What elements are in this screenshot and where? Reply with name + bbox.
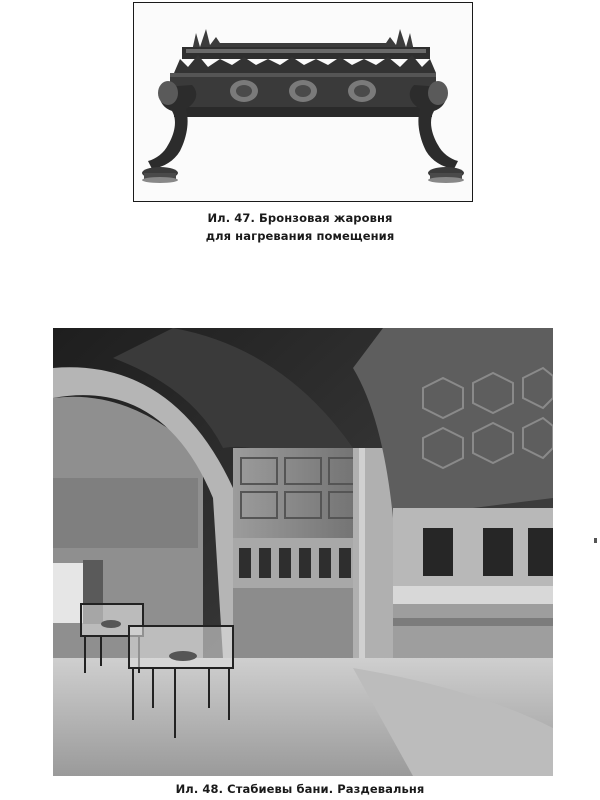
- figure-47-caption: [0, 209, 600, 245]
- figure-47-caption-line-1: Ил. 47. Бронзовая жаровня: [207, 211, 393, 225]
- margin-mark: [594, 538, 597, 543]
- figure-47-caption-line-2: для нагревания помещения: [205, 229, 395, 243]
- brazier-photo: [133, 2, 473, 202]
- stabian-baths-photo: [53, 328, 553, 776]
- figure-48-caption: Ил. 48. Стабиевы бани. Раздевальня: [175, 782, 425, 796]
